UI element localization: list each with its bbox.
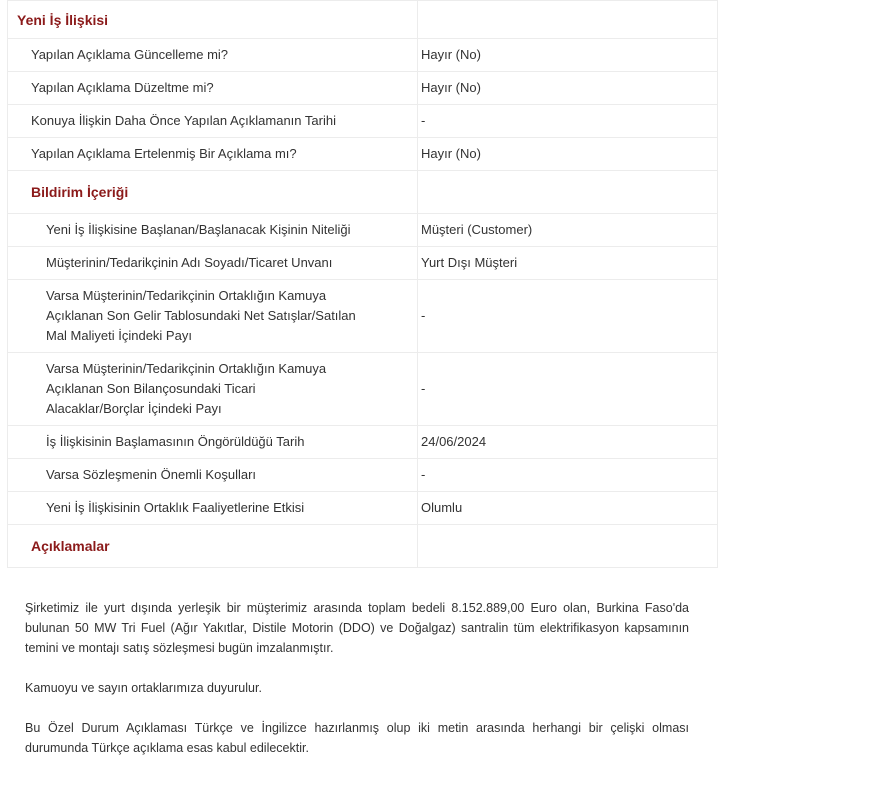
table-row — [8, 214, 718, 247]
field-label: Yapılan Açıklama Ertelenmiş Bir Açıklama mı? — [8, 138, 418, 171]
table-row — [8, 105, 718, 138]
table-row — [8, 459, 718, 492]
section-title-notification-content: Bildirim İçeriği — [8, 171, 418, 214]
explanation-paragraph: Şirketimiz ile yurt dışında yerleşik bir müşterimiz arasında toplam bedeli 8.152.889,00 Euro olan, Burkina Faso'da bulunan 50 MW Tri Fuel (Ağır Yakıtlar, Distile Motorin (DDO) ve Doğalgaz) santralin tüm elektrifikasyon kapsamının temini ve montajı satış sözleşmesi bugün imzalanmıştır. — [25, 601, 689, 655]
field-label: İş İlişkisinin Başlamasının Öngörüldüğü Tarih — [8, 426, 418, 459]
explanation-paragraph: Bu Özel Durum Açıklaması Türkçe ve İngilizce hazırlanmış olup iki metin arasında herhangi bir çelişki olması durumunda Türkçe açıklama esas kabul edilecektir. — [25, 721, 689, 755]
section-header-row — [8, 525, 718, 568]
field-value: Olumlu — [418, 492, 718, 525]
empty-cell — [418, 525, 718, 568]
section-title-new-business: Yeni İş İlişkisi — [8, 1, 418, 39]
field-value: Hayır (No) — [418, 39, 718, 72]
section-title-explanations: Açıklamalar — [8, 525, 418, 568]
field-value: Hayır (No) — [418, 72, 718, 105]
field-label: Yeni İş İlişkisinin Ortaklık Faaliyetlerine Etkisi — [8, 492, 418, 525]
field-value: - — [418, 105, 718, 138]
table-row — [8, 280, 718, 353]
table-row — [8, 247, 718, 280]
field-label: Varsa Müşterinin/Tedarikçinin Ortaklığın Kamuya Açıklanan Son Gelir Tablosundaki Net Satışlar/Satılan Mal Maliyeti İçindeki Payı — [46, 288, 356, 343]
explanation-paragraph: Kamuoyu ve sayın ortaklarımıza duyurulur. — [25, 681, 262, 695]
field-value: - — [418, 353, 718, 426]
field-value: Yurt Dışı Müşteri — [418, 247, 718, 280]
table-row — [8, 138, 718, 171]
field-label: Konuya İlişkin Daha Önce Yapılan Açıklamanın Tarihi — [8, 105, 418, 138]
field-label: Varsa Sözleşmenin Önemli Koşulları — [8, 459, 418, 492]
field-value: 24/06/2024 — [418, 426, 718, 459]
empty-cell — [418, 1, 718, 39]
field-label: Yapılan Açıklama Düzeltme mi? — [8, 72, 418, 105]
field-label: Varsa Müşterinin/Tedarikçinin Ortaklığın Kamuya Açıklanan Son Bilançosundaki Ticari Alacaklar/Borçlar İçindeki Payı — [46, 361, 327, 416]
table-row — [8, 492, 718, 525]
field-value: - — [418, 280, 718, 353]
field-label-cell — [8, 353, 418, 426]
field-label: Yapılan Açıklama Güncelleme mi? — [8, 39, 418, 72]
table-row — [8, 39, 718, 72]
field-label-cell — [8, 280, 418, 353]
table-row — [8, 72, 718, 105]
section-header-row — [8, 171, 718, 214]
field-value: Müşteri (Customer) — [418, 214, 718, 247]
section-header-row — [8, 1, 718, 39]
field-value: - — [418, 459, 718, 492]
field-label: Yeni İş İlişkisine Başlanan/Başlanacak Kişinin Niteliği — [8, 214, 418, 247]
field-value: Hayır (No) — [418, 138, 718, 171]
field-label: Müşterinin/Tedarikçinin Adı Soyadı/Ticaret Unvanı — [8, 247, 418, 280]
explanation-text — [25, 598, 689, 778]
disclosure-form-table — [7, 0, 718, 568]
table-row — [8, 353, 718, 426]
empty-cell — [418, 171, 718, 214]
table-row — [8, 426, 718, 459]
